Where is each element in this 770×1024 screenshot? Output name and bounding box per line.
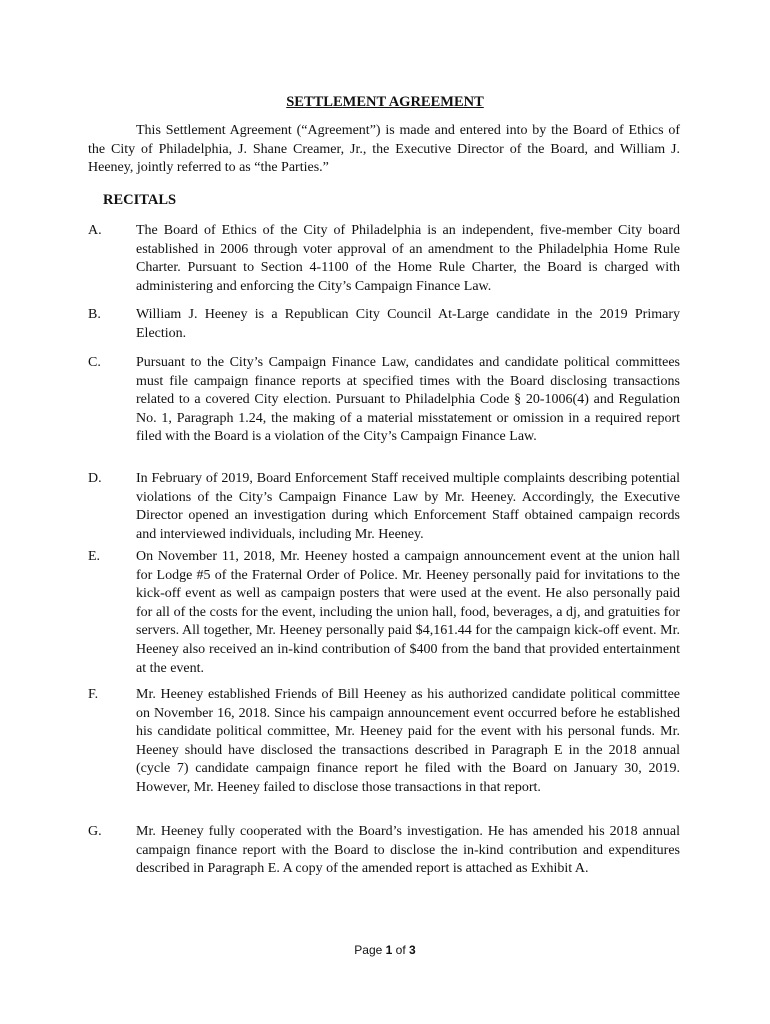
recital-f: [88, 686, 680, 798]
intro-paragraph: This Settlement Agreement (“Agreement”) is made and entered into by the Board of Ethics of the City of Philadelphia, J. Shane Creamer, Jr., the Executive Director of the Board, and William J. Heeney, jointly referred to as “the Parties.”: [88, 123, 680, 176]
total-pages: 3: [409, 943, 416, 957]
document-title: SETTLEMENT AGREEMENT: [286, 94, 484, 110]
recital-text: Mr. Heeney established Friends of Bill Heeney as his authorized candidate political committee on November 16, 2018. Since his campaign announcement event occurred before he established his candidate political committee, Mr. Heeney paid for the event with his personal funds. Mr. Heeney should have disclosed the transactions described in Paragraph E in the 2018 annual (cycle 7) candidate campaign finance report he filed with the Board on January 30, 2019. However, Mr. Heeney failed to disclose those transactions in that report.: [136, 687, 680, 795]
recitals-heading: RECITALS: [103, 192, 177, 208]
recital-letter: F.: [88, 687, 99, 702]
page-word: Page: [354, 943, 383, 957]
recital-text: Mr. Heeney fully cooperated with the Board’s investigation. He has amended his 2018 annual campaign finance report with the Board to disclose the in-kind contribution and expenditures described in Paragraph E. A copy of the amended report is attached as Exhibit A.: [136, 824, 680, 877]
of-word: of: [395, 943, 406, 957]
recital-letter: B.: [88, 307, 101, 322]
recital-c: [88, 354, 680, 447]
recital-d: [88, 470, 680, 544]
recital-b: [88, 306, 680, 343]
recital-text: The Board of Ethics of the City of Philadelphia is an independent, five-member City board established in 2006 through voter approval of an amendment to the Philadelphia Home Rule Charter. Pursuant to Section 4-1100 of the Home Rule Charter, the Board is charged with administering and enforcing the City’s Campaign Finance Law.: [136, 223, 680, 294]
recital-e: [88, 548, 680, 678]
page-number: [0, 942, 770, 958]
recital-text: On November 11, 2018, Mr. Heeney hosted a campaign announcement event at the union hall for Lodge #5 of the Fraternal Order of Police. Mr. Heeney personally paid for invitations to the kick-off event as well as campaign posters that were used at the event. He also personally paid for all of the costs for the event, including the union hall, food, beverages, a dj, and gratuities for servers. All together, Mr. Heeney personally paid $4,161.44 for the campaign kick-off event. Mr. Heeney also received an in-kind contribution of $400 from the band that provided entertainment at the event.: [136, 549, 680, 676]
recital-g: [88, 823, 680, 879]
recital-letter: A.: [88, 223, 102, 238]
recital-text: William J. Heeney is a Republican City Council At-Large candidate in the 2019 Primary Election.: [136, 307, 680, 341]
recital-letter: D.: [88, 471, 102, 486]
recital-text: In February of 2019, Board Enforcement Staff received multiple complaints describing potential violations of the City’s Campaign Finance Law by Mr. Heeney. Accordingly, the Executive Director opened an investigation during which Enforcement Staff obtained campaign records and interviewed individuals, including Mr. Heeney.: [136, 471, 680, 542]
recital-letter: C.: [88, 355, 101, 370]
recital-letter: E.: [88, 549, 101, 564]
recital-letter: G.: [88, 824, 102, 839]
recital-a: [88, 222, 680, 296]
current-page: 1: [385, 943, 393, 957]
recital-text: Pursuant to the City’s Campaign Finance Law, candidates and candidate political committees must file campaign finance reports at specified times with the Board disclosing transactions related to a covered City election. Pursuant to Philadelphia Code § 20-1006(4) and Regulation No. 1, Paragraph 1.24, the making of a material misstatement or omission in a required report filed with the Board is a violation of the City’s Campaign Finance Law.: [136, 355, 680, 445]
